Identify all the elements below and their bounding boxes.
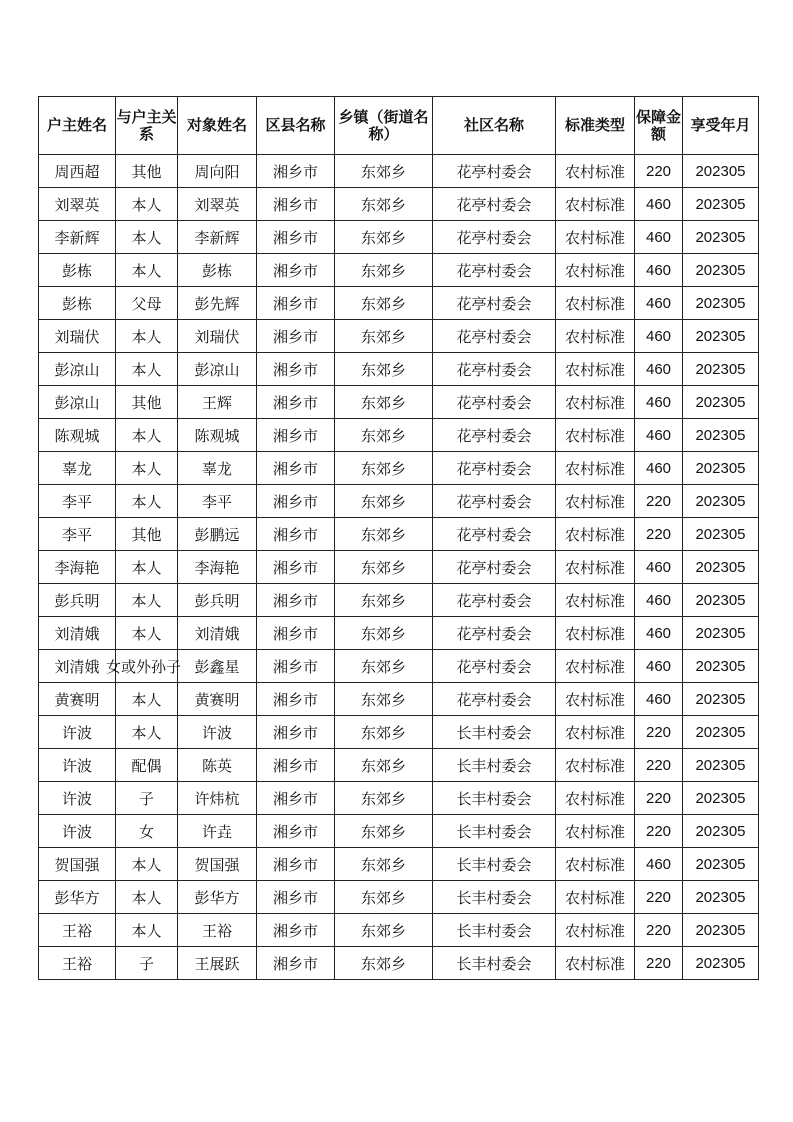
county-cell: 湘乡市	[257, 386, 335, 419]
subject-name-cell: 陈观城	[178, 419, 257, 452]
header-period: 享受年月	[683, 97, 759, 155]
standard-type-cell: 农村标准	[556, 155, 635, 188]
subject-name-cell: 许垚	[178, 815, 257, 848]
relation-cell: 本人	[116, 617, 178, 650]
period-cell: 202305	[683, 155, 759, 188]
community-cell: 花亭村委会	[433, 452, 556, 485]
community-cell: 花亭村委会	[433, 419, 556, 452]
amount-cell: 220	[635, 716, 683, 749]
county-cell: 湘乡市	[257, 254, 335, 287]
table-row	[39, 782, 759, 815]
county-cell: 湘乡市	[257, 947, 335, 980]
amount-cell: 220	[635, 815, 683, 848]
standard-type-cell: 农村标准	[556, 848, 635, 881]
header-township: 乡镇（街道名称）	[335, 97, 433, 155]
relation-cell: 本人	[116, 683, 178, 716]
township-cell: 东郊乡	[335, 782, 433, 815]
township-cell: 东郊乡	[335, 287, 433, 320]
relation-cell: 其他	[116, 155, 178, 188]
period-cell: 202305	[683, 485, 759, 518]
community-cell: 长丰村委会	[433, 716, 556, 749]
relation-cell: 本人	[116, 716, 178, 749]
head-name-cell: 彭凉山	[39, 386, 116, 419]
county-cell: 湘乡市	[257, 617, 335, 650]
standard-type-cell: 农村标准	[556, 485, 635, 518]
table-row	[39, 254, 759, 287]
head-name-cell: 黄赛明	[39, 683, 116, 716]
amount-cell: 460	[635, 254, 683, 287]
standard-type-cell: 农村标准	[556, 683, 635, 716]
relation-cell: 本人	[116, 221, 178, 254]
subject-name-cell: 许波	[178, 716, 257, 749]
relation-cell: 子	[116, 947, 178, 980]
community-cell: 长丰村委会	[433, 815, 556, 848]
amount-cell: 220	[635, 947, 683, 980]
county-cell: 湘乡市	[257, 584, 335, 617]
county-cell: 湘乡市	[257, 881, 335, 914]
head-name-cell: 陈观城	[39, 419, 116, 452]
table-row	[39, 584, 759, 617]
amount-cell: 220	[635, 518, 683, 551]
subject-name-cell: 贺国强	[178, 848, 257, 881]
table-row	[39, 419, 759, 452]
township-cell: 东郊乡	[335, 749, 433, 782]
subject-name-cell: 彭兵明	[178, 584, 257, 617]
head-name-cell: 彭凉山	[39, 353, 116, 386]
period-cell: 202305	[683, 683, 759, 716]
subject-name-cell: 王展跃	[178, 947, 257, 980]
community-cell: 花亭村委会	[433, 650, 556, 683]
period-cell: 202305	[683, 716, 759, 749]
county-cell: 湘乡市	[257, 815, 335, 848]
amount-cell: 460	[635, 419, 683, 452]
header-subject-name: 对象姓名	[178, 97, 257, 155]
period-cell: 202305	[683, 650, 759, 683]
county-cell: 湘乡市	[257, 716, 335, 749]
community-cell: 长丰村委会	[433, 848, 556, 881]
header-amount: 保障金额	[635, 97, 683, 155]
county-cell: 湘乡市	[257, 485, 335, 518]
header-standard-type: 标准类型	[556, 97, 635, 155]
head-name-cell: 李平	[39, 485, 116, 518]
community-cell: 长丰村委会	[433, 782, 556, 815]
relation-cell: 其他	[116, 518, 178, 551]
township-cell: 东郊乡	[335, 815, 433, 848]
amount-cell: 460	[635, 452, 683, 485]
header-county: 区县名称	[257, 97, 335, 155]
county-cell: 湘乡市	[257, 650, 335, 683]
table-row	[39, 386, 759, 419]
subject-name-cell: 黄赛明	[178, 683, 257, 716]
amount-cell: 220	[635, 155, 683, 188]
subject-name-cell: 许炜杭	[178, 782, 257, 815]
community-cell: 花亭村委会	[433, 485, 556, 518]
township-cell: 东郊乡	[335, 353, 433, 386]
amount-cell: 460	[635, 221, 683, 254]
subject-name-cell: 王裕	[178, 914, 257, 947]
amount-cell: 460	[635, 617, 683, 650]
county-cell: 湘乡市	[257, 848, 335, 881]
period-cell: 202305	[683, 518, 759, 551]
county-cell: 湘乡市	[257, 188, 335, 221]
standard-type-cell: 农村标准	[556, 188, 635, 221]
community-cell: 长丰村委会	[433, 749, 556, 782]
standard-type-cell: 农村标准	[556, 914, 635, 947]
township-cell: 东郊乡	[335, 683, 433, 716]
community-cell: 花亭村委会	[433, 617, 556, 650]
subject-name-cell: 彭凉山	[178, 353, 257, 386]
head-name-cell: 李海艳	[39, 551, 116, 584]
community-cell: 花亭村委会	[433, 188, 556, 221]
subject-name-cell: 彭华方	[178, 881, 257, 914]
table-row	[39, 485, 759, 518]
table-row	[39, 914, 759, 947]
subject-name-cell: 彭先辉	[178, 287, 257, 320]
period-cell: 202305	[683, 254, 759, 287]
table-row	[39, 683, 759, 716]
relation-text: 女或外孙子	[106, 657, 182, 676]
county-cell: 湘乡市	[257, 419, 335, 452]
period-cell: 202305	[683, 188, 759, 221]
table-row	[39, 881, 759, 914]
period-cell: 202305	[683, 353, 759, 386]
township-cell: 东郊乡	[335, 716, 433, 749]
subject-name-cell: 王辉	[178, 386, 257, 419]
relation-cell	[106, 650, 182, 683]
period-cell: 202305	[683, 914, 759, 947]
community-cell: 花亭村委会	[433, 221, 556, 254]
period-cell: 202305	[683, 584, 759, 617]
relation-cell: 本人	[116, 254, 178, 287]
table-row	[39, 650, 759, 683]
header-row	[39, 97, 759, 155]
county-cell: 湘乡市	[257, 551, 335, 584]
community-cell: 花亭村委会	[433, 551, 556, 584]
relation-cell: 本人	[116, 881, 178, 914]
standard-type-cell: 农村标准	[556, 617, 635, 650]
period-cell: 202305	[683, 881, 759, 914]
subject-name-cell: 李新辉	[178, 221, 257, 254]
period-cell: 202305	[683, 221, 759, 254]
township-cell: 东郊乡	[335, 221, 433, 254]
amount-cell: 460	[635, 287, 683, 320]
subject-name-cell: 刘清娥	[178, 617, 257, 650]
county-cell: 湘乡市	[257, 320, 335, 353]
amount-cell: 220	[635, 914, 683, 947]
period-cell: 202305	[683, 320, 759, 353]
standard-type-cell: 农村标准	[556, 518, 635, 551]
amount-cell: 220	[635, 485, 683, 518]
head-name-cell: 辜龙	[39, 452, 116, 485]
amount-cell: 460	[635, 683, 683, 716]
township-cell: 东郊乡	[335, 188, 433, 221]
township-cell: 东郊乡	[335, 518, 433, 551]
head-name-cell: 彭兵明	[39, 584, 116, 617]
header-relation: 与户主关系	[116, 97, 178, 155]
community-cell: 长丰村委会	[433, 914, 556, 947]
table-row	[39, 815, 759, 848]
standard-type-cell: 农村标准	[556, 881, 635, 914]
county-cell: 湘乡市	[257, 914, 335, 947]
period-cell: 202305	[683, 617, 759, 650]
subject-name-cell: 周向阳	[178, 155, 257, 188]
head-name-cell: 刘清娥	[39, 650, 116, 683]
subject-name-cell: 李平	[178, 485, 257, 518]
community-cell: 花亭村委会	[433, 254, 556, 287]
head-name-cell: 贺国强	[39, 848, 116, 881]
amount-cell: 460	[635, 188, 683, 221]
period-cell: 202305	[683, 782, 759, 815]
head-name-cell: 李新辉	[39, 221, 116, 254]
relation-cell: 本人	[116, 320, 178, 353]
community-cell: 长丰村委会	[433, 881, 556, 914]
table-row	[39, 452, 759, 485]
standard-type-cell: 农村标准	[556, 320, 635, 353]
township-cell: 东郊乡	[335, 914, 433, 947]
head-name-cell: 刘清娥	[39, 617, 116, 650]
standard-type-cell: 农村标准	[556, 584, 635, 617]
standard-type-cell: 农村标准	[556, 947, 635, 980]
community-cell: 花亭村委会	[433, 584, 556, 617]
county-cell: 湘乡市	[257, 287, 335, 320]
table-row	[39, 617, 759, 650]
standard-type-cell: 农村标准	[556, 650, 635, 683]
header-head-name: 户主姓名	[39, 97, 116, 155]
relation-cell: 配偶	[116, 749, 178, 782]
table-row	[39, 287, 759, 320]
township-cell: 东郊乡	[335, 155, 433, 188]
table-row	[39, 188, 759, 221]
relation-cell: 本人	[116, 848, 178, 881]
standard-type-cell: 农村标准	[556, 551, 635, 584]
table-row	[39, 353, 759, 386]
roster-body	[39, 155, 759, 980]
amount-cell: 460	[635, 650, 683, 683]
township-cell: 东郊乡	[335, 551, 433, 584]
township-cell: 东郊乡	[335, 485, 433, 518]
table-row	[39, 848, 759, 881]
county-cell: 湘乡市	[257, 518, 335, 551]
township-cell: 东郊乡	[335, 320, 433, 353]
community-cell: 花亭村委会	[433, 320, 556, 353]
subject-name-cell: 彭鑫星	[178, 650, 257, 683]
township-cell: 东郊乡	[335, 452, 433, 485]
relation-cell: 本人	[116, 551, 178, 584]
community-cell: 花亭村委会	[433, 155, 556, 188]
amount-cell: 220	[635, 881, 683, 914]
community-cell: 花亭村委会	[433, 287, 556, 320]
head-name-cell: 许波	[39, 782, 116, 815]
period-cell: 202305	[683, 551, 759, 584]
table-row	[39, 320, 759, 353]
head-name-cell: 许波	[39, 716, 116, 749]
standard-type-cell: 农村标准	[556, 716, 635, 749]
table-row	[39, 518, 759, 551]
period-cell: 202305	[683, 452, 759, 485]
relation-cell: 本人	[116, 452, 178, 485]
head-name-cell: 刘翠英	[39, 188, 116, 221]
standard-type-cell: 农村标准	[556, 287, 635, 320]
standard-type-cell: 农村标准	[556, 221, 635, 254]
county-cell: 湘乡市	[257, 782, 335, 815]
head-name-cell: 彭栋	[39, 254, 116, 287]
township-cell: 东郊乡	[335, 881, 433, 914]
relation-cell: 本人	[116, 188, 178, 221]
period-cell: 202305	[683, 947, 759, 980]
relation-cell: 女	[116, 815, 178, 848]
head-name-cell: 许波	[39, 815, 116, 848]
standard-type-cell: 农村标准	[556, 386, 635, 419]
period-cell: 202305	[683, 287, 759, 320]
subject-name-cell: 辜龙	[178, 452, 257, 485]
standard-type-cell: 农村标准	[556, 749, 635, 782]
county-cell: 湘乡市	[257, 683, 335, 716]
table-row	[39, 221, 759, 254]
relation-cell: 本人	[116, 914, 178, 947]
township-cell: 东郊乡	[335, 419, 433, 452]
county-cell: 湘乡市	[257, 452, 335, 485]
relation-cell: 本人	[116, 419, 178, 452]
table-row	[39, 749, 759, 782]
county-cell: 湘乡市	[257, 749, 335, 782]
amount-cell: 220	[635, 749, 683, 782]
standard-type-cell: 农村标准	[556, 353, 635, 386]
head-name-cell: 王裕	[39, 947, 116, 980]
relation-cell: 子	[116, 782, 178, 815]
amount-cell: 220	[635, 782, 683, 815]
relation-cell: 本人	[116, 485, 178, 518]
period-cell: 202305	[683, 386, 759, 419]
county-cell: 湘乡市	[257, 221, 335, 254]
head-name-cell: 刘瑞伏	[39, 320, 116, 353]
community-cell: 花亭村委会	[433, 386, 556, 419]
community-cell: 长丰村委会	[433, 947, 556, 980]
head-name-cell: 王裕	[39, 914, 116, 947]
amount-cell: 460	[635, 584, 683, 617]
subject-name-cell: 刘翠英	[178, 188, 257, 221]
county-cell: 湘乡市	[257, 353, 335, 386]
relation-cell: 本人	[116, 353, 178, 386]
period-cell: 202305	[683, 815, 759, 848]
head-name-cell: 周西超	[39, 155, 116, 188]
subject-name-cell: 彭栋	[178, 254, 257, 287]
standard-type-cell: 农村标准	[556, 452, 635, 485]
subject-name-cell: 刘瑞伏	[178, 320, 257, 353]
community-cell: 花亭村委会	[433, 518, 556, 551]
period-cell: 202305	[683, 419, 759, 452]
table-row	[39, 716, 759, 749]
amount-cell: 460	[635, 386, 683, 419]
township-cell: 东郊乡	[335, 386, 433, 419]
county-cell: 湘乡市	[257, 155, 335, 188]
township-cell: 东郊乡	[335, 848, 433, 881]
standard-type-cell: 农村标准	[556, 419, 635, 452]
table-row	[39, 155, 759, 188]
head-name-cell: 彭华方	[39, 881, 116, 914]
township-cell: 东郊乡	[335, 650, 433, 683]
period-cell: 202305	[683, 749, 759, 782]
header-community: 社区名称	[433, 97, 556, 155]
head-name-cell: 彭栋	[39, 287, 116, 320]
table-row	[39, 947, 759, 980]
township-cell: 东郊乡	[335, 254, 433, 287]
subject-name-cell: 彭鹏远	[178, 518, 257, 551]
community-cell: 花亭村委会	[433, 683, 556, 716]
township-cell: 东郊乡	[335, 947, 433, 980]
head-name-cell: 李平	[39, 518, 116, 551]
subject-name-cell: 李海艳	[178, 551, 257, 584]
township-cell: 东郊乡	[335, 584, 433, 617]
amount-cell: 460	[635, 320, 683, 353]
amount-cell: 460	[635, 353, 683, 386]
relation-cell: 本人	[116, 584, 178, 617]
subject-name-cell: 陈英	[178, 749, 257, 782]
standard-type-cell: 农村标准	[556, 815, 635, 848]
relation-cell: 父母	[116, 287, 178, 320]
amount-cell: 460	[635, 848, 683, 881]
relation-cell: 其他	[116, 386, 178, 419]
standard-type-cell: 农村标准	[556, 254, 635, 287]
period-cell: 202305	[683, 848, 759, 881]
relief-roster-table	[38, 96, 759, 980]
amount-cell: 460	[635, 551, 683, 584]
standard-type-cell: 农村标准	[556, 782, 635, 815]
head-name-cell: 许波	[39, 749, 116, 782]
table-row	[39, 551, 759, 584]
township-cell: 东郊乡	[335, 617, 433, 650]
community-cell: 花亭村委会	[433, 353, 556, 386]
